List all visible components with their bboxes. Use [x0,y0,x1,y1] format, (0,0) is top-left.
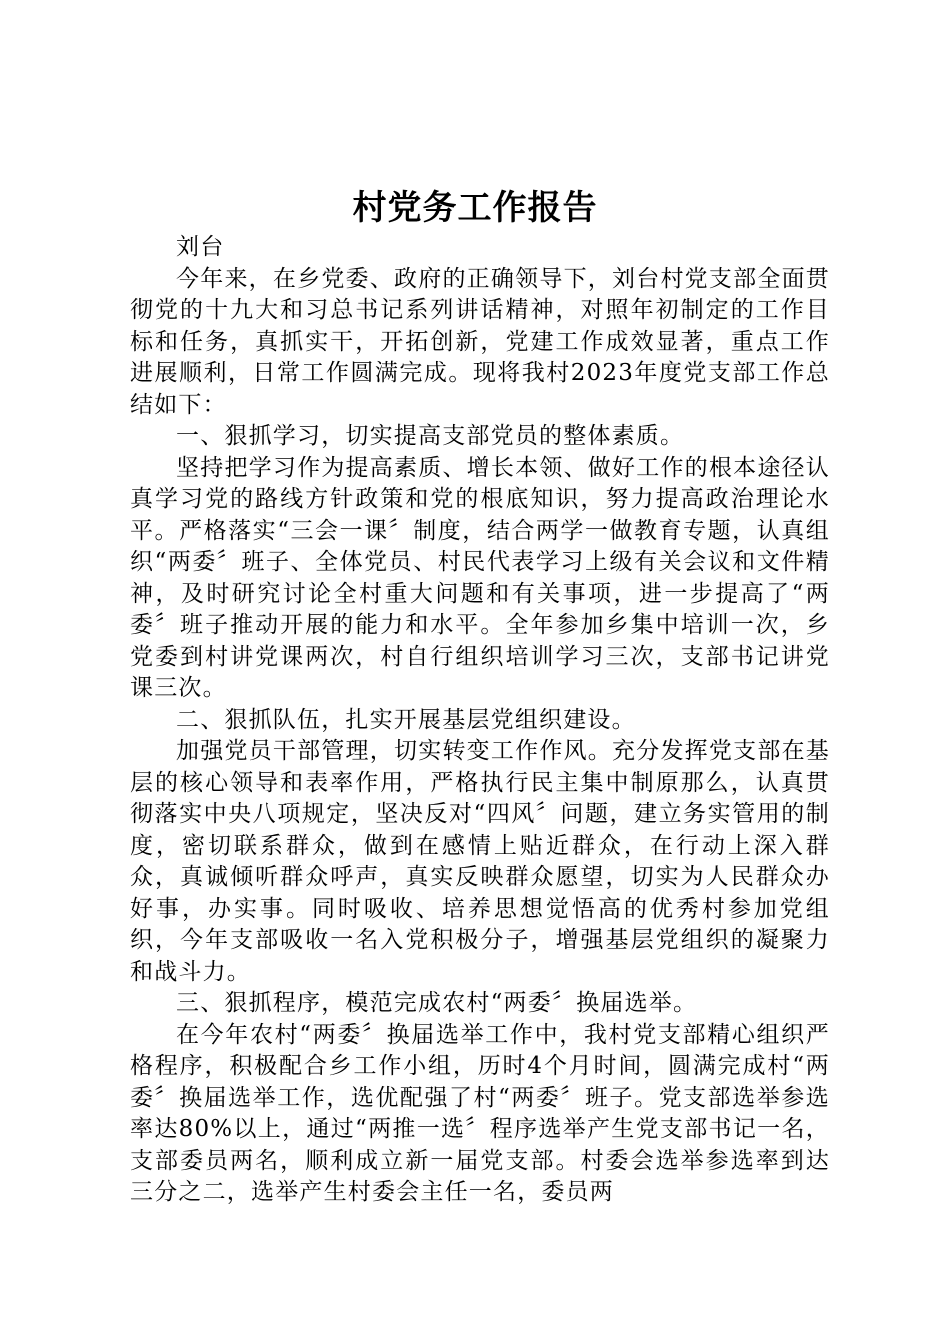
paragraph-study: 坚持把学习作为提高素质、增长本领、做好工作的根本途径认真学习党的路线方针政策和党的根底知识，努力提高政治理论水平。严格落实“三会一课〞制度，结合两学一做教育专题，认真组织“两委〞班子、全体党员、村民代表学习上级有关会议和文件精神，及时研究讨论全村重大问题和有关事项，进一步提高了“两委〞班子推动开展的能力和水平。全年参加乡集中培训一次，乡党委到村讲党课两次，村自行组织培训学习三次，支部书记讲党课三次。 [130,454,830,701]
paragraph-team: 加强党员干部管理，切实转变工作作风。充分发挥党支部在基层的核心领导和表率作用，严格执行民主集中制原那么，认真贯彻落实中央八项规定，坚决反对“四风〞问题，建立务实管用的制度，密切联系群众，做到在感情上贴近群众，在行动上深入群众，真诚倾听群众呼声，真实反映群众愿望，切实为人民群众办好事，办实事。同时吸收、培养思想觉悟高的优秀村参加党组织，今年支部吸收一名入党积极分子，增强基层党组织的凝聚力和战斗力。 [130,738,830,985]
paragraph-intro: 今年来，在乡党委、政府的正确领导下，刘台村党支部全面贯彻党的十九大和习总书记系列讲话精神，对照年初制定的工作目标和任务，真抓实干，开拓创新，党建工作成效显著，重点工作进展顺利，日常工作圆满完成。现将我村2023年度党支部工作总结如下： [130,265,830,418]
section-heading-3: 三、狠抓程序，模范完成农村“两委〞换届选举。 [176,990,698,1016]
section-heading-2: 二、狠抓队伍，扎实开展基层党组织建设。 [176,706,636,733]
document-title: 村党务工作报告 [352,188,598,228]
author-line: 刘台 [176,234,225,260]
document-body [130,232,830,1209]
section-heading-1: 一、狠抓学习，切实提高支部党员的整体素质。 [176,423,685,449]
paragraph-election: 在今年农村“两委〞换届选举工作中，我村党支部精心组织严格程序，积极配合乡工作小组，历时4个月时间，圆满完成村“两委〞换届选举工作，选优配强了村“两委〞班子。党支部选举参选率达80%以上，通过“两推一选〞程序选举产生党支部书记一名，支部委员两名，顺利成立新一届党支部。村委会选举参选率到达三分之二，选举产生村委会主任一名，委员两 [130,1021,830,1205]
